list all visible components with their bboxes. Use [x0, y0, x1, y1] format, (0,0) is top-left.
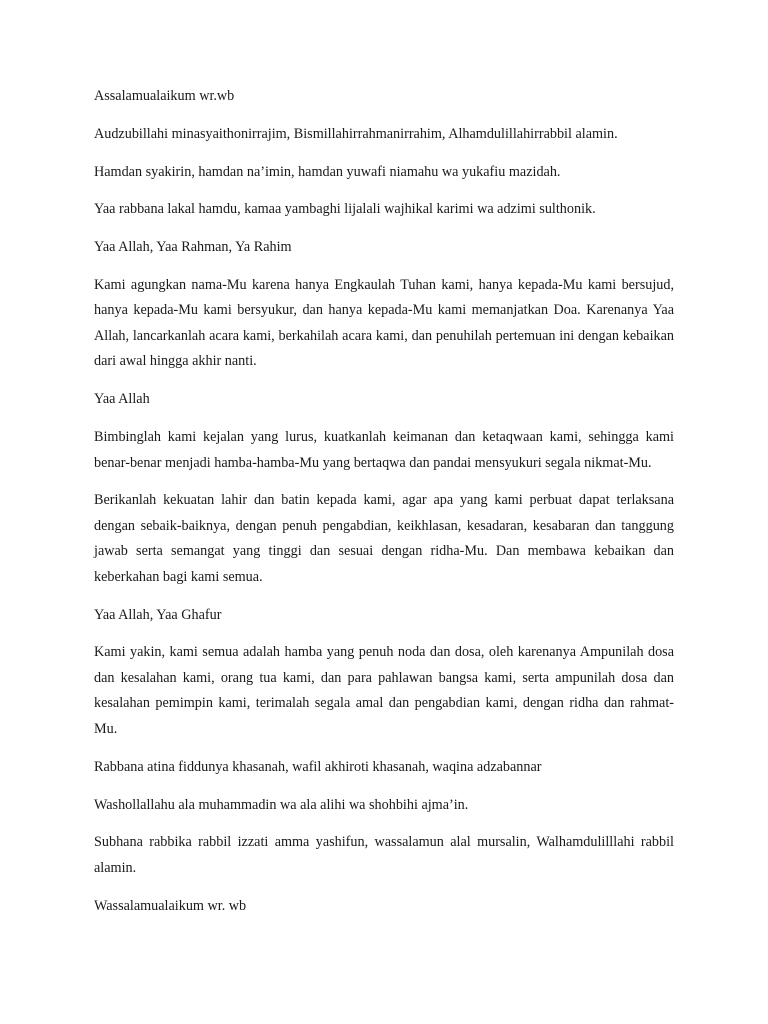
- sholawat-line: Washollallahu ala muhammadin wa ala alihi wa shohbihi ajma’in.: [94, 796, 469, 813]
- invocation-ghafur: Yaa Allah, Yaa Ghafur: [94, 606, 222, 623]
- hamdan-line: Hamdan syakirin, hamdan na’imin, hamdan yuwafi niamahu wa yukafiu mazidah.: [94, 163, 561, 180]
- invocation-rahman: Yaa Allah, Yaa Rahman, Ya Rahim: [94, 239, 292, 256]
- paragraph-bimbinglah: Bimbinglah kami kejalan yang lurus, kuatkanlah keimanan dan ketaqwaan kami, sehingga kami benar-benar menjadi hamba-hamba-Mu yang bertaqwa dan pandai mensyukuri segala nikmat-Mu.: [94, 429, 674, 471]
- greeting-closing: Wassalamualaikum wr. wb: [94, 897, 247, 914]
- paragraph-ampunilah: Kami yakin, kami semua adalah hamba yang penuh noda dan dosa, oleh karenanya Ampunilah dosa dan kesalahan kami, orang tua kami, dan para pahlawan bangsa kami, serta ampunilah dosa dan kesalahan pemimpin kami, terimalah segala amal dan pengabdian kami, dengan ridha dan rahmat-Mu.: [94, 644, 674, 737]
- paragraph-berikanlah: Berikanlah kekuatan lahir dan batin kepada kami, agar apa yang kami perbuat dapat terlaksana dengan sebaik-baiknya, dengan penuh pengabdian, keikhlasan, kesadaran, kesabaran dan tanggung jawab serta semangat yang tinggi dan sesuai dengan ridha-Mu. Dan membawa kebaikan dan keberkahan bagi kami semua.: [94, 492, 674, 585]
- paragraph-agungkan: Kami agungkan nama-Mu karena hanya Engkaulah Tuhan kami, hanya kepada-Mu kami bersujud, hanya kepada-Mu kami bersyukur, dan hanya kepada-Mu kami memanjatkan Doa. Karenanya Yaa Allah, lancarkanlah acara kami, berkahilah acara kami, dan penuhilah pertemuan ini dengan kebaikan dari awal hingga akhir nanti.: [94, 276, 674, 370]
- opening-praise: Audzubillahi minasyaithonirrajim, Bismillahirrahmanirrahim, Alhamdulillahirrabbil alamin.: [94, 125, 618, 142]
- rabbana-praise: Yaa rabbana lakal hamdu, kamaa yambaghi lijalali wajhikal karimi wa adzimi sulthonik.: [94, 201, 596, 218]
- closing-subhana: Subhana rabbika rabbil izzati amma yashifun, wassalamun alal mursalin, Walhamdulilllahi rabbil alamin.: [94, 834, 674, 876]
- greeting-opening: Assalamualaikum wr.wb: [94, 88, 235, 104]
- invocation-allah: Yaa Allah: [94, 391, 150, 408]
- rabbana-atina: Rabbana atina fiddunya khasanah, wafil akhiroti khasanah, waqina adzabannar: [94, 758, 542, 775]
